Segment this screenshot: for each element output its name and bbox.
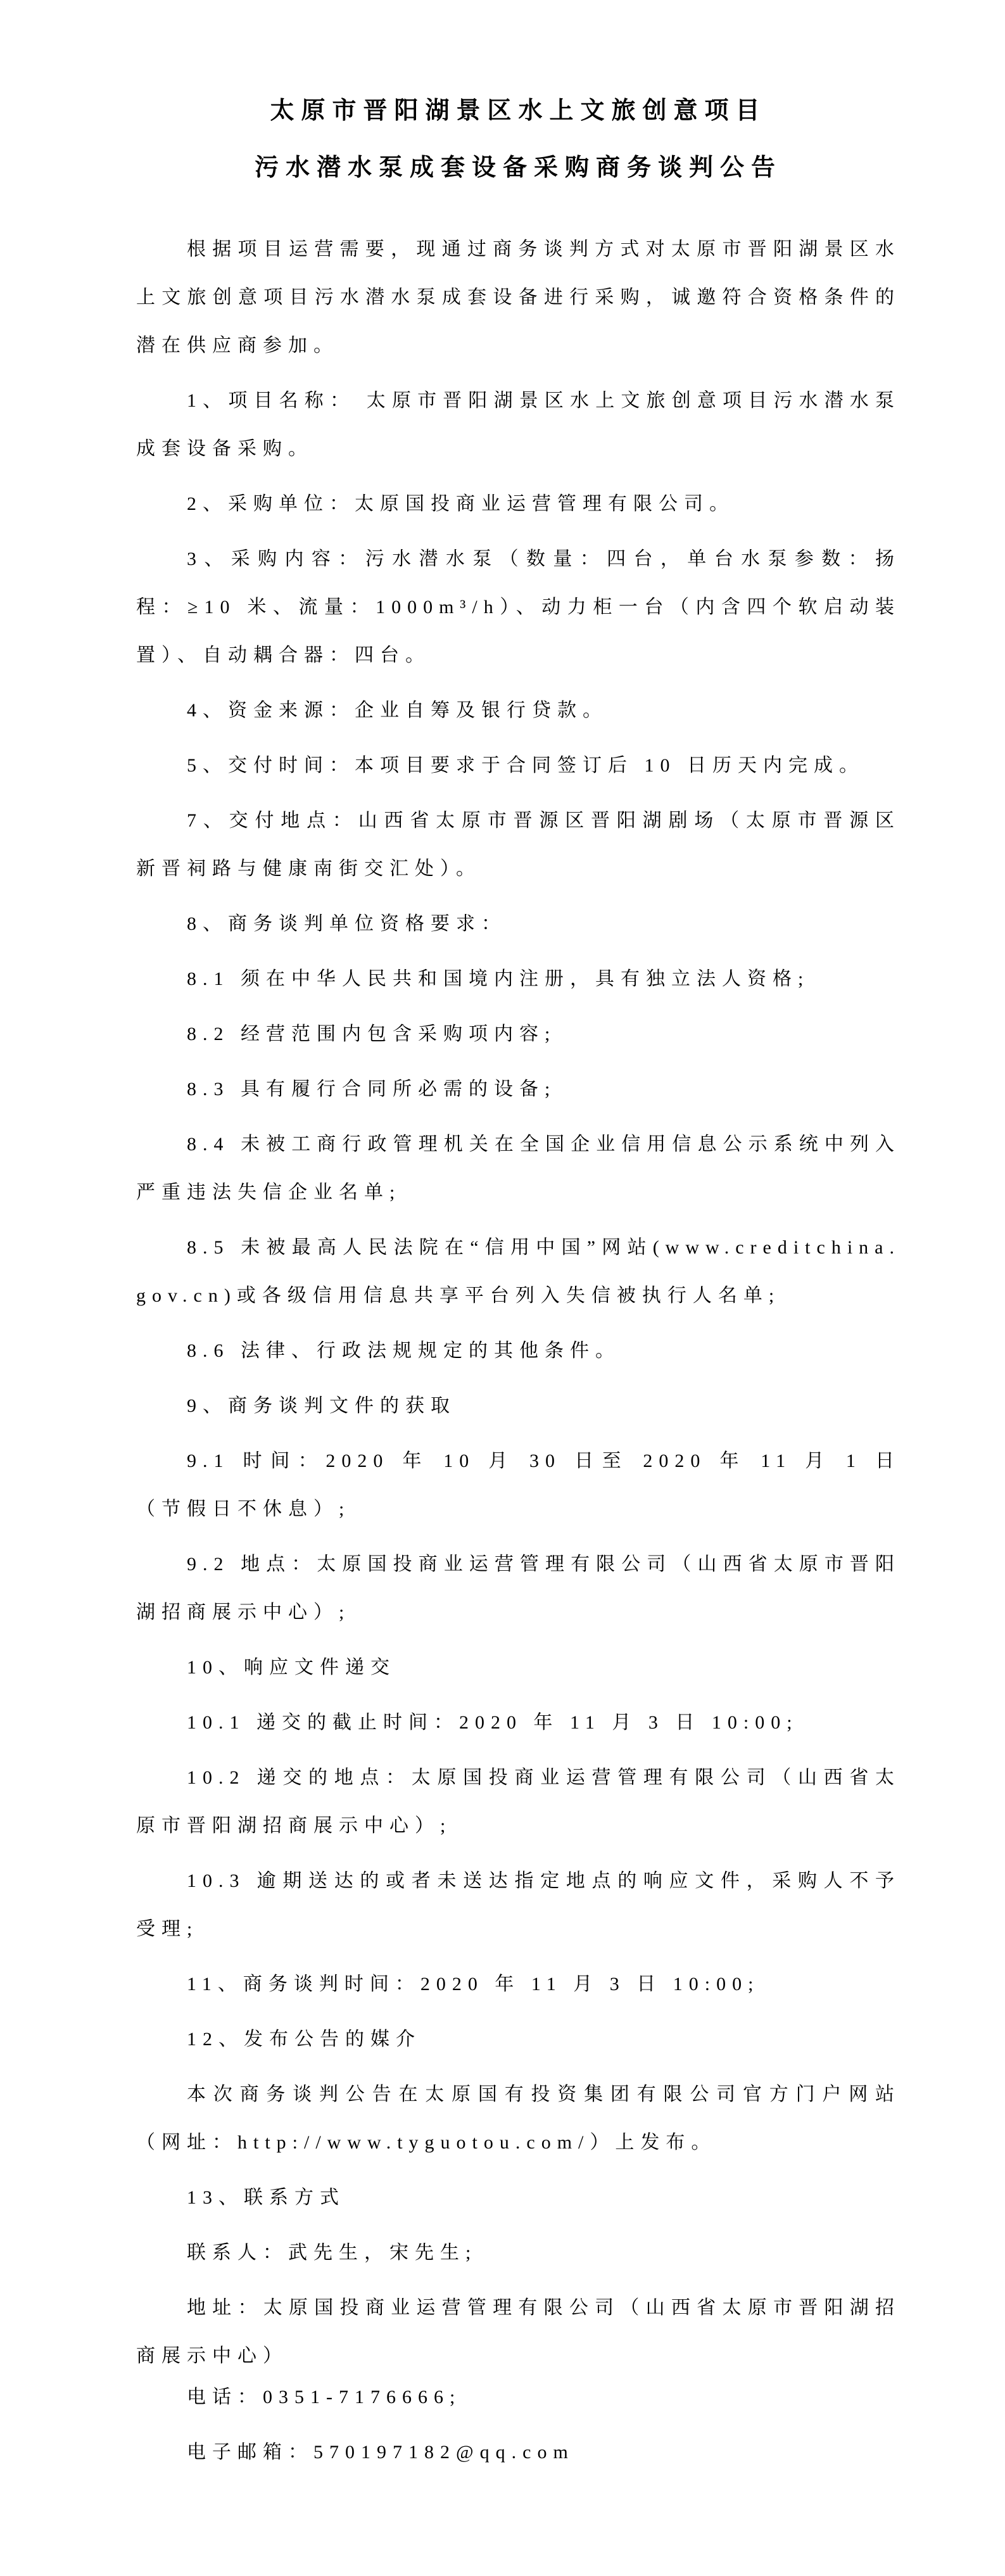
para-response-deadline: 10.1 递交的截止时间：2020 年 11 月 3 日 10:00; — [187, 1712, 799, 1733]
para-qualification-8-1: 8.1 须在中华人民共和国境内注册，具有独立法人资格; — [187, 968, 810, 989]
para-qualification-8-4: 8.4 未被工商行政管理机关在全国企业信用信息公示系统中列入严重违法失信企业名单; — [136, 1134, 901, 1203]
para-qualification-8-3: 8.3 具有履行合同所必需的设备; — [187, 1079, 557, 1100]
para-qualification-heading: 8、商务谈判单位资格要求： — [187, 913, 507, 934]
para-purchasing-unit: 2、采购单位：太原国投商业运营管理有限公司。 — [187, 493, 735, 514]
para-delivery-place: 7、交付地点：山西省太原市晋源区晋阳湖剧场（太原市晋源区新晋祠路与健康南街交汇处）。 — [136, 810, 901, 879]
para-response-late-rule: 10.3 逾期送达的或者未送达指定地点的响应文件，采购人不予受理; — [136, 1870, 901, 1939]
para-contact-email: 电子邮箱：570197182@qq.com — [187, 2442, 574, 2463]
document-body — [136, 225, 901, 2477]
para-contact-address: 地址：太原国投商业运营管理有限公司（山西省太原市晋阳湖招商展示中心） — [136, 2297, 901, 2366]
document-title-line-1: 太原市晋阳湖景区水上文旅创意项目 — [270, 98, 767, 124]
para-media-heading: 12、发布公告的媒介 — [187, 2029, 421, 2050]
para-purchase-content: 3、采购内容：污水潜水泵（数量：四台，单台水泵参数：扬程：≥10 米、流量：1000m³/h）、动力柜一台（内含四个软启动装置）、自动耦合器：四台。 — [136, 549, 901, 666]
para-qualification-8-2: 8.2 经营范围内包含采购项内容; — [187, 1024, 557, 1044]
para-media-body: 本次商务谈判公告在太原国有投资集团有限公司官方门户网站（网址：http://www.tyguotou.com/）上发布。 — [136, 2084, 901, 2153]
para-response-heading: 10、响应文件递交 — [187, 1657, 396, 1678]
para-negotiation-time: 11、商务谈判时间：2020 年 11 月 3 日 10:00; — [187, 1974, 760, 1995]
para-doc-obtain-heading: 9、商务谈判文件的获取 — [187, 1395, 456, 1416]
para-contact-phone: 电话：0351-7176666; — [187, 2387, 462, 2408]
para-doc-obtain-time: 9.1 时间：2020 年 10 月 30 日至 2020 年 11 月 1 日（节假日不休息）; — [136, 1450, 901, 1520]
para-intro: 根据项目运营需要，现通过商务谈判方式对太原市晋阳湖景区水上文旅创意项目污水潜水泵成套设备进行采购，诚邀符合资格条件的潜在供应商参加。 — [136, 239, 901, 356]
document-title-line-2: 污水潜水泵成套设备采购商务谈判公告 — [254, 155, 782, 181]
para-qualification-8-5: 8.5 未被最高人民法院在“信用中国”网站(www.creditchina.gov.cn)或各级信用信息共享平台列入失信被执行人名单; — [136, 1237, 901, 1306]
para-project-name: 1、项目名称： 太原市晋阳湖景区水上文旅创意项目污水潜水泵成套设备采购。 — [136, 390, 901, 459]
para-doc-obtain-place: 9.2 地点：太原国投商业运营管理有限公司（山西省太原市晋阳湖招商展示中心）; — [136, 1554, 901, 1623]
para-contact-person: 联系人：武先生，宋先生; — [187, 2242, 477, 2263]
para-delivery-time: 5、交付时间：本项目要求于合同签订后 10 日历天内完成。 — [187, 755, 864, 776]
para-qualification-8-6: 8.6 法律、行政法规规定的其他条件。 — [187, 1340, 621, 1361]
para-response-place: 10.2 递交的地点：太原国投商业运营管理有限公司（山西省太原市晋阳湖招商展示中心）; — [136, 1767, 901, 1836]
para-funding-source: 4、资金来源：企业自筹及银行贷款。 — [187, 700, 608, 721]
para-contact-heading: 13、联系方式 — [187, 2187, 345, 2208]
